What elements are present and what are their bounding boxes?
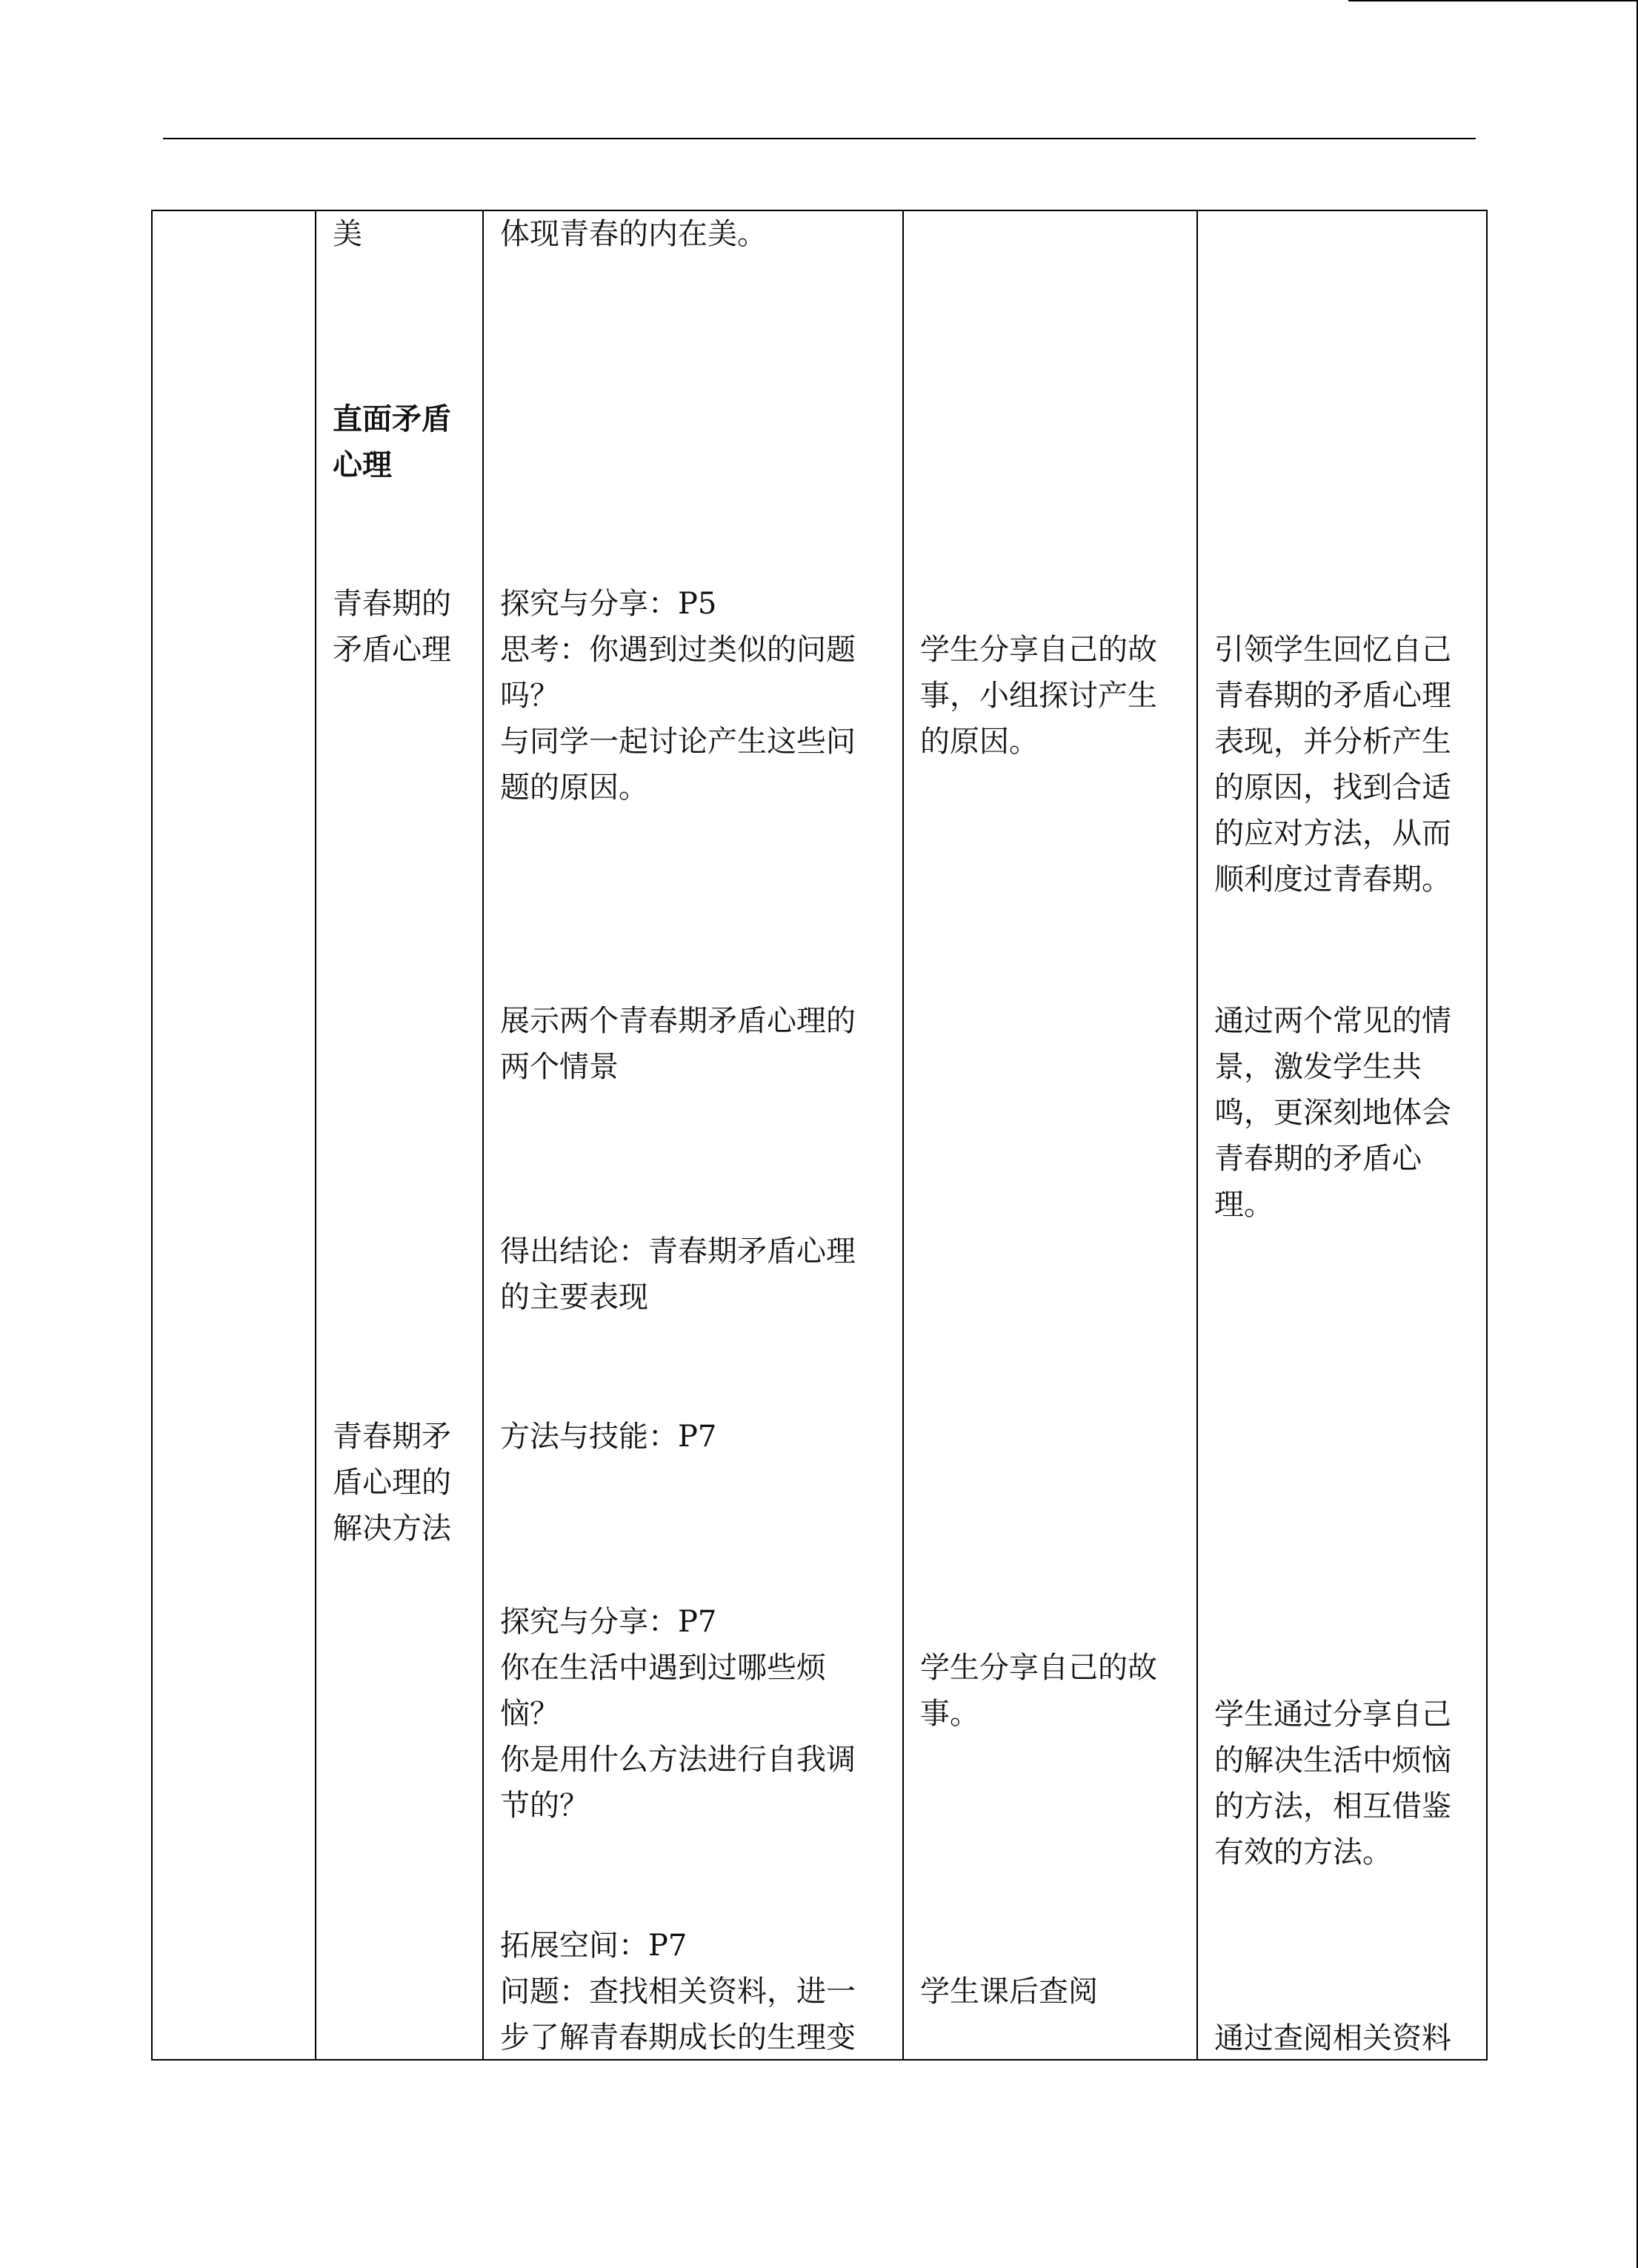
activity-methods-p7: 方法与技能：P7 [500,1420,717,1454]
table-border-left [151,210,153,2061]
student-activity-3: 学生课后查阅 [920,1975,1098,2009]
activity-explore-p5: 探究与分享：P5 思考：你遇到过类似的问题 吗？ 与同学一起讨论产生这些问 题的原因。 [500,587,856,805]
page-border-top [1348,0,1638,1]
design-intent-4: 通过查阅相关资料 [1214,2021,1451,2055]
header-rule [163,138,1476,139]
design-intent-1: 引领学生回忆自己 青春期的矛盾心理 表现，并分析产生 的原因，找到合适 的应对方法，从而 顺利度过青春期。 [1214,633,1451,897]
table-col-divider-2 [482,210,484,2061]
activity-conclusion: 得出结论：青春期矛盾心理 的主要表现 [500,1234,856,1314]
table-col-divider-3 [902,210,904,2061]
section-heading: 直面矛盾 心理 [333,402,451,482]
student-activity-1: 学生分享自己的故 事，小组探讨产生 的原因。 [920,633,1157,759]
table-col-divider-4 [1196,210,1198,2061]
student-activity-2: 学生分享自己的故 事。 [920,1651,1157,1731]
activity-two-scenarios: 展示两个青春期矛盾心理的 两个情景 [500,1004,856,1084]
activity-explore-p7: 探究与分享：P7 你在生活中遇到过哪些烦 恼？ 你是用什么方法进行自我调 节的？ [500,1605,856,1823]
topic-resolution-methods: 青春期矛 盾心理的 解决方法 [333,1420,451,1546]
cell-mei: 美 [333,217,362,251]
design-intent-3: 学生通过分享自己 的解决生活中烦恼 的方法，相互借鉴 有效的方法。 [1214,1697,1451,1869]
table-col-divider-1 [315,210,316,2061]
activity-inner-beauty: 体现青春的内在美。 [500,217,767,251]
activity-extension-p7: 拓展空间：P7 问题：查找相关资料，进一 步了解青春期成长的生理变 [500,1929,856,2055]
topic-contradictory-psychology: 青春期的 矛盾心理 [333,587,451,667]
design-intent-2: 通过两个常见的情 景，激发学生共 鸣，更深刻地体会 青春期的矛盾心 理。 [1214,1004,1451,1222]
table-border-right [1486,210,1488,2061]
